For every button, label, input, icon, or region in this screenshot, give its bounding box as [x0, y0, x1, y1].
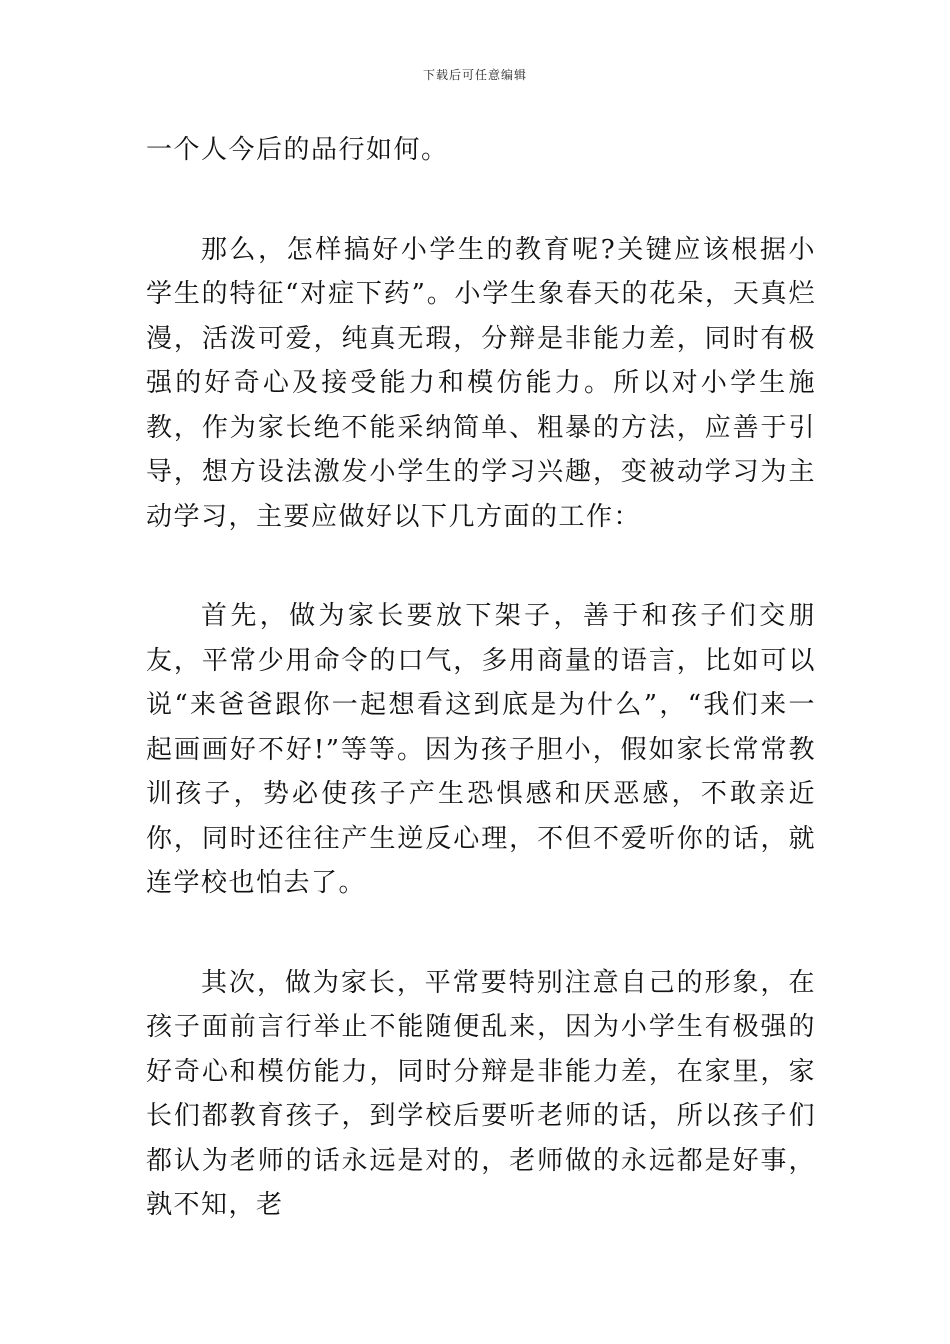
document-body — [146, 128, 816, 1228]
paragraph-gap — [146, 539, 816, 594]
paragraph-continuation: 一个人今后的品行如何。 — [146, 135, 449, 165]
paragraph-first-point: 首先，做为家长要放下架子，善于和孩子们交朋友，平常少用命令的口气，多用商量的语言，比如可以说“来爸爸跟你一起想看这到底是为什么”，“我们来一起画画好不好!”等等。因为孩子胆小，假如家长常常教训孩子，势必使孩子产生恐惧感和厌恶感，不敢亲近你，同时还往往产生逆反心理，不但不爱听你的话，就连学校也怕去了。 — [146, 601, 816, 898]
paragraph-gap — [146, 906, 816, 961]
paragraph-second-point: 其次，做为家长，平常要特别注意自己的形象，在孩子面前言行举止不能随便乱来，因为小学生有极强的好奇心和模仿能力，同时分辩是非能力差，在家里，家长们都教育孩子，到学校后要听老师的话，所以孩子们都认为老师的话永远是对的，老师做的永远都是好事，孰不知，老 — [146, 967, 816, 1220]
header-note: 下载后可任意编辑 — [422, 68, 527, 82]
paragraph-gap — [146, 173, 816, 228]
paragraph-how-to-educate: 那么，怎样搞好小学生的教育呢?关键应该根据小学生的特征“对症下药”。小学生象春天的花朵，天真烂漫，活泼可爱，纯真无瑕，分辩是非能力差，同时有极强的好奇心及接受能力和模仿能力。所以对小学生施教，作为家长绝不能采纳简单、粗暴的方法，应善于引导，想方设法激发小学生的学习兴趣，变被动学习为主动学习，主要应做好以下几方面的工作： — [146, 234, 816, 532]
